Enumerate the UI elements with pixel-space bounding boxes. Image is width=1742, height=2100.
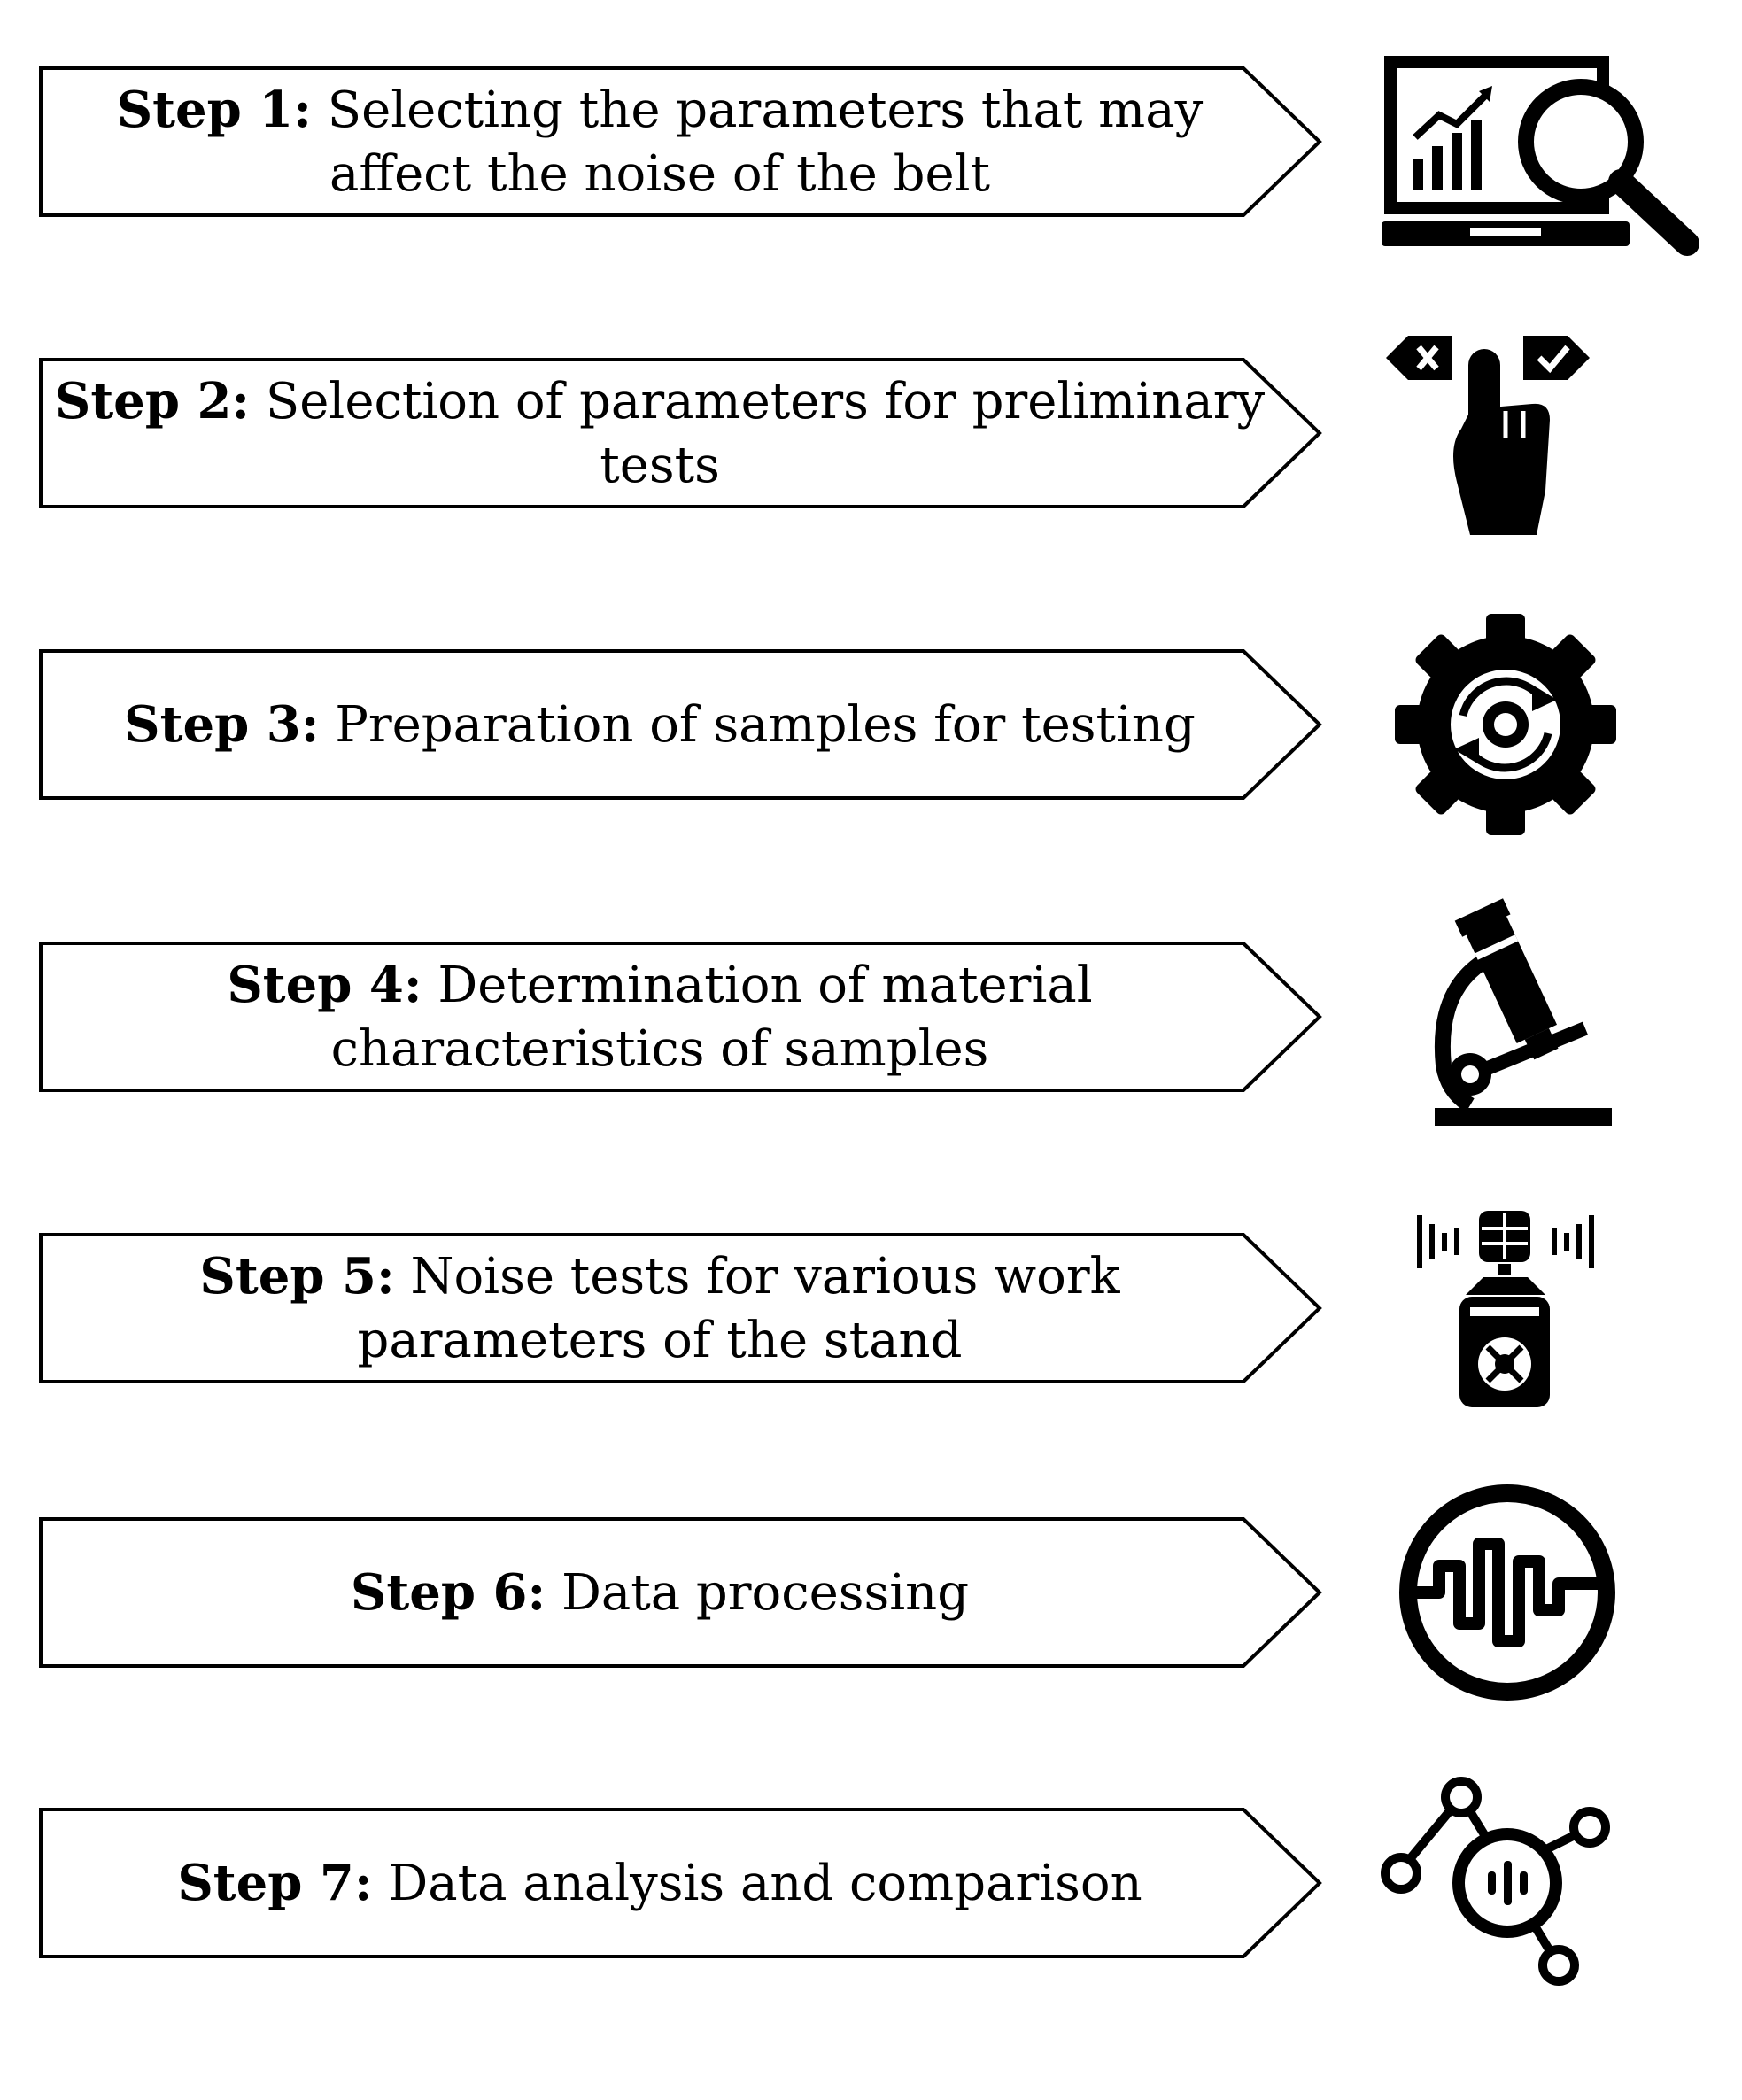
hand-select-icon	[1346, 322, 1718, 553]
step-3-label: Step 3:	[124, 694, 320, 754]
step-2	[0, 358, 1742, 650]
step-5-text: Noise tests for various work parameters of the stand	[357, 1247, 1120, 1369]
step-3-text: Preparation of samples for testing	[335, 695, 1196, 754]
step-6-label: Step 6:	[350, 1562, 546, 1622]
step-1-label: Step 1:	[116, 80, 312, 139]
step-7	[0, 1808, 1742, 2100]
step-4-label: Step 4:	[227, 955, 422, 1014]
microscope-icon	[1346, 897, 1718, 1127]
step-5-label: Step 5:	[199, 1246, 395, 1306]
data-network-icon	[1346, 1763, 1718, 1994]
step-1-text: Selecting the parameters that may affect the noise of the belt	[327, 81, 1204, 203]
step-4-text: Determination of material characteristics of samples	[330, 956, 1093, 1078]
step-7-label: Step 7:	[177, 1853, 373, 1912]
laptop-search-icon	[1346, 40, 1718, 270]
step-6-text: Data processing	[561, 1563, 970, 1622]
step-2-text: Selection of parameters for preliminary tests	[265, 372, 1266, 494]
gear-refresh-icon	[1346, 614, 1718, 844]
sound-meter-icon	[1346, 1189, 1718, 1419]
step-7-text: Data analysis and comparison	[388, 1854, 1142, 1912]
step-2-label: Step 2:	[54, 371, 251, 430]
signal-wave-icon	[1346, 1477, 1718, 1708]
step-1	[0, 66, 1742, 359]
